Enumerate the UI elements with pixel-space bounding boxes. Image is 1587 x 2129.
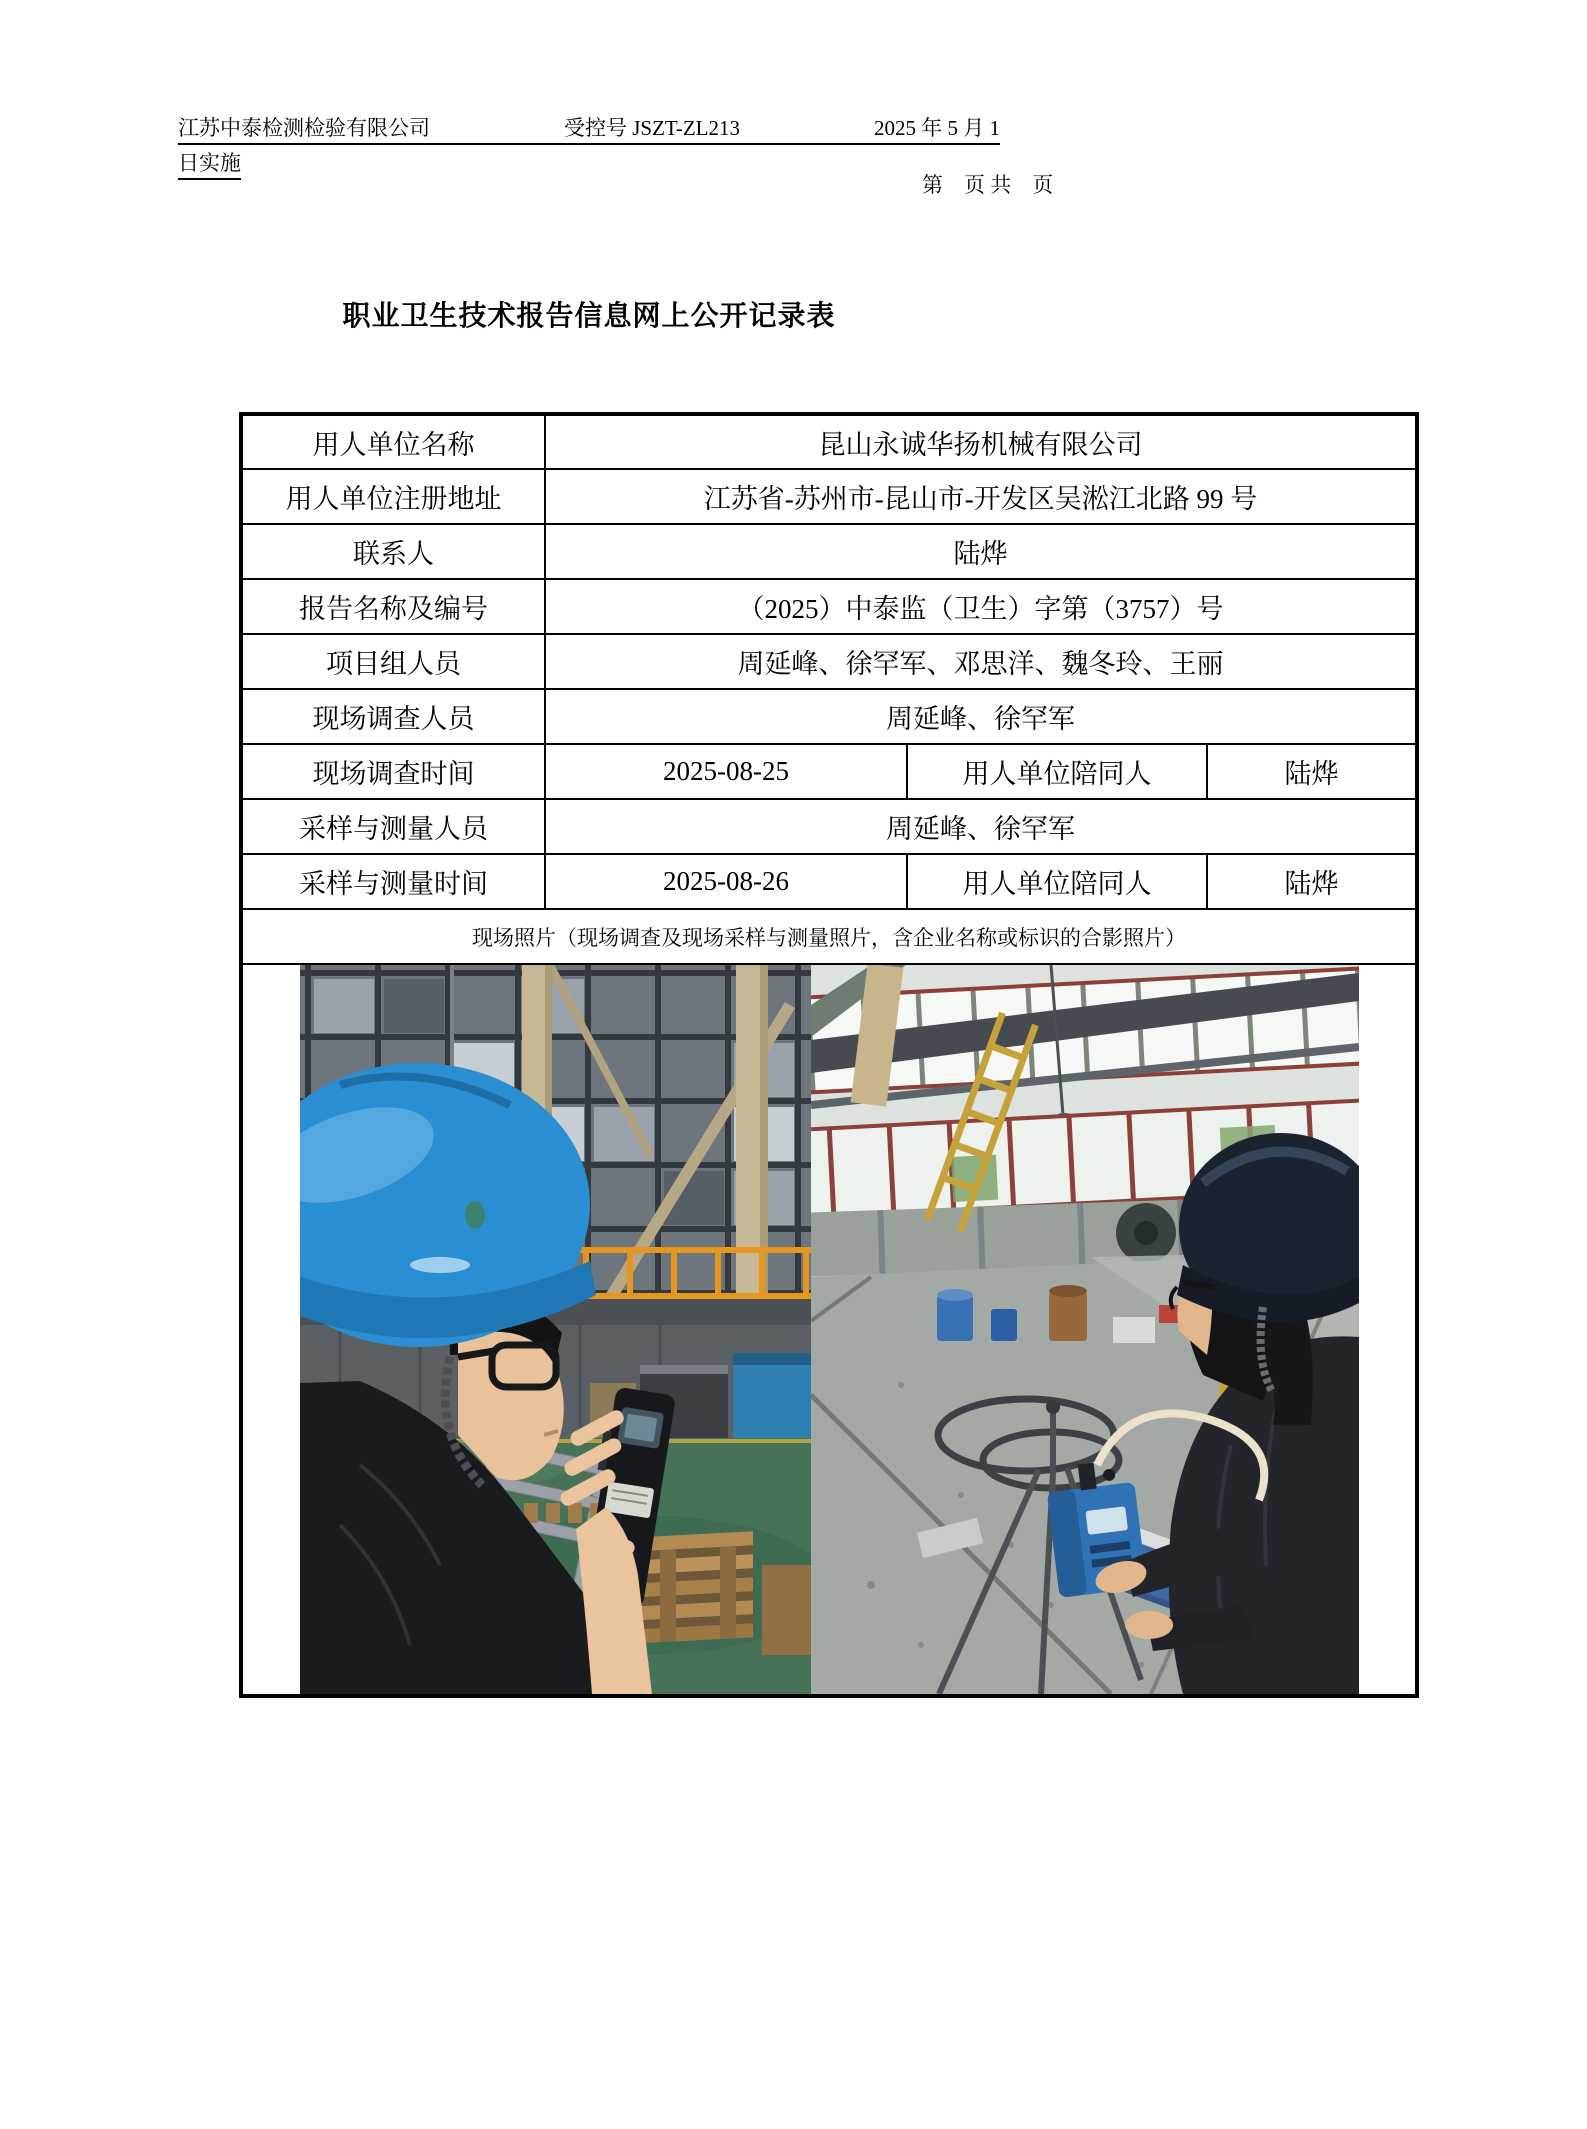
row-contact [241,524,1417,579]
report-no-value: （2025）中泰监（卫生）字第（3757）号 [545,579,1417,634]
sampling-escort-value: 陆烨 [1207,854,1417,909]
row-report-no [241,579,1417,634]
page-number-note: 第 页 共 页 [922,173,1054,197]
sampling-staff-value: 周延峰、徐罕军 [545,799,1417,854]
row-survey-time [241,744,1417,799]
sampling-escort-label: 用人单位陪同人 [907,854,1207,909]
row-project-team [241,634,1417,689]
header-effective-date: 2025 年 5 月 1 [873,116,1000,140]
survey-time-value: 2025-08-25 [545,744,907,799]
row-sampling-time [241,854,1417,909]
document-header-line [178,114,1000,145]
record-table [239,412,1419,1698]
photo-caption: 现场照片（现场调查及现场采样与测量照片，含企业名称或标识的合影照片） [241,909,1417,964]
sampling-measurement-photo [811,965,1359,1694]
contact-value: 陆烨 [545,524,1417,579]
survey-escort-label: 用人单位陪同人 [907,744,1207,799]
site-survey-photo [300,965,811,1694]
header-effective-suffix: 日实施 [178,149,241,180]
report-no-label: 报告名称及编号 [241,579,545,634]
row-sampling-staff [241,799,1417,854]
survey-time-label: 现场调查时间 [241,744,545,799]
photo-area [241,964,1417,1696]
contact-label: 联系人 [241,524,545,579]
employer-name-value: 昆山永诚华扬机械有限公司 [545,414,1417,469]
project-team-label: 项目组人员 [241,634,545,689]
row-employer-name [241,414,1417,469]
survey-staff-value: 周延峰、徐罕军 [545,689,1417,744]
employer-name-label: 用人单位名称 [241,414,545,469]
row-photos [241,964,1417,1696]
survey-staff-label: 现场调查人员 [241,689,545,744]
header-company: 江苏中泰检测检验有限公司 [178,116,430,140]
document-title: 职业卫生技术报告信息网上公开记录表 [342,299,836,332]
survey-escort-value: 陆烨 [1207,744,1417,799]
row-photo-caption [241,909,1417,964]
row-employer-address [241,469,1417,524]
employer-address-label: 用人单位注册地址 [241,469,545,524]
sampling-time-value: 2025-08-26 [545,854,907,909]
sampling-staff-label: 采样与测量人员 [241,799,545,854]
sampling-time-label: 采样与测量时间 [241,854,545,909]
header-effective-suffix-line [178,149,241,180]
header-control-number: 受控号 JSZT-ZL213 [564,116,740,140]
employer-address-value: 江苏省-苏州市-昆山市-开发区吴淞江北路 99 号 [545,469,1417,524]
row-survey-staff [241,689,1417,744]
project-team-value: 周延峰、徐罕军、邓思洋、魏冬玲、王丽 [545,634,1417,689]
